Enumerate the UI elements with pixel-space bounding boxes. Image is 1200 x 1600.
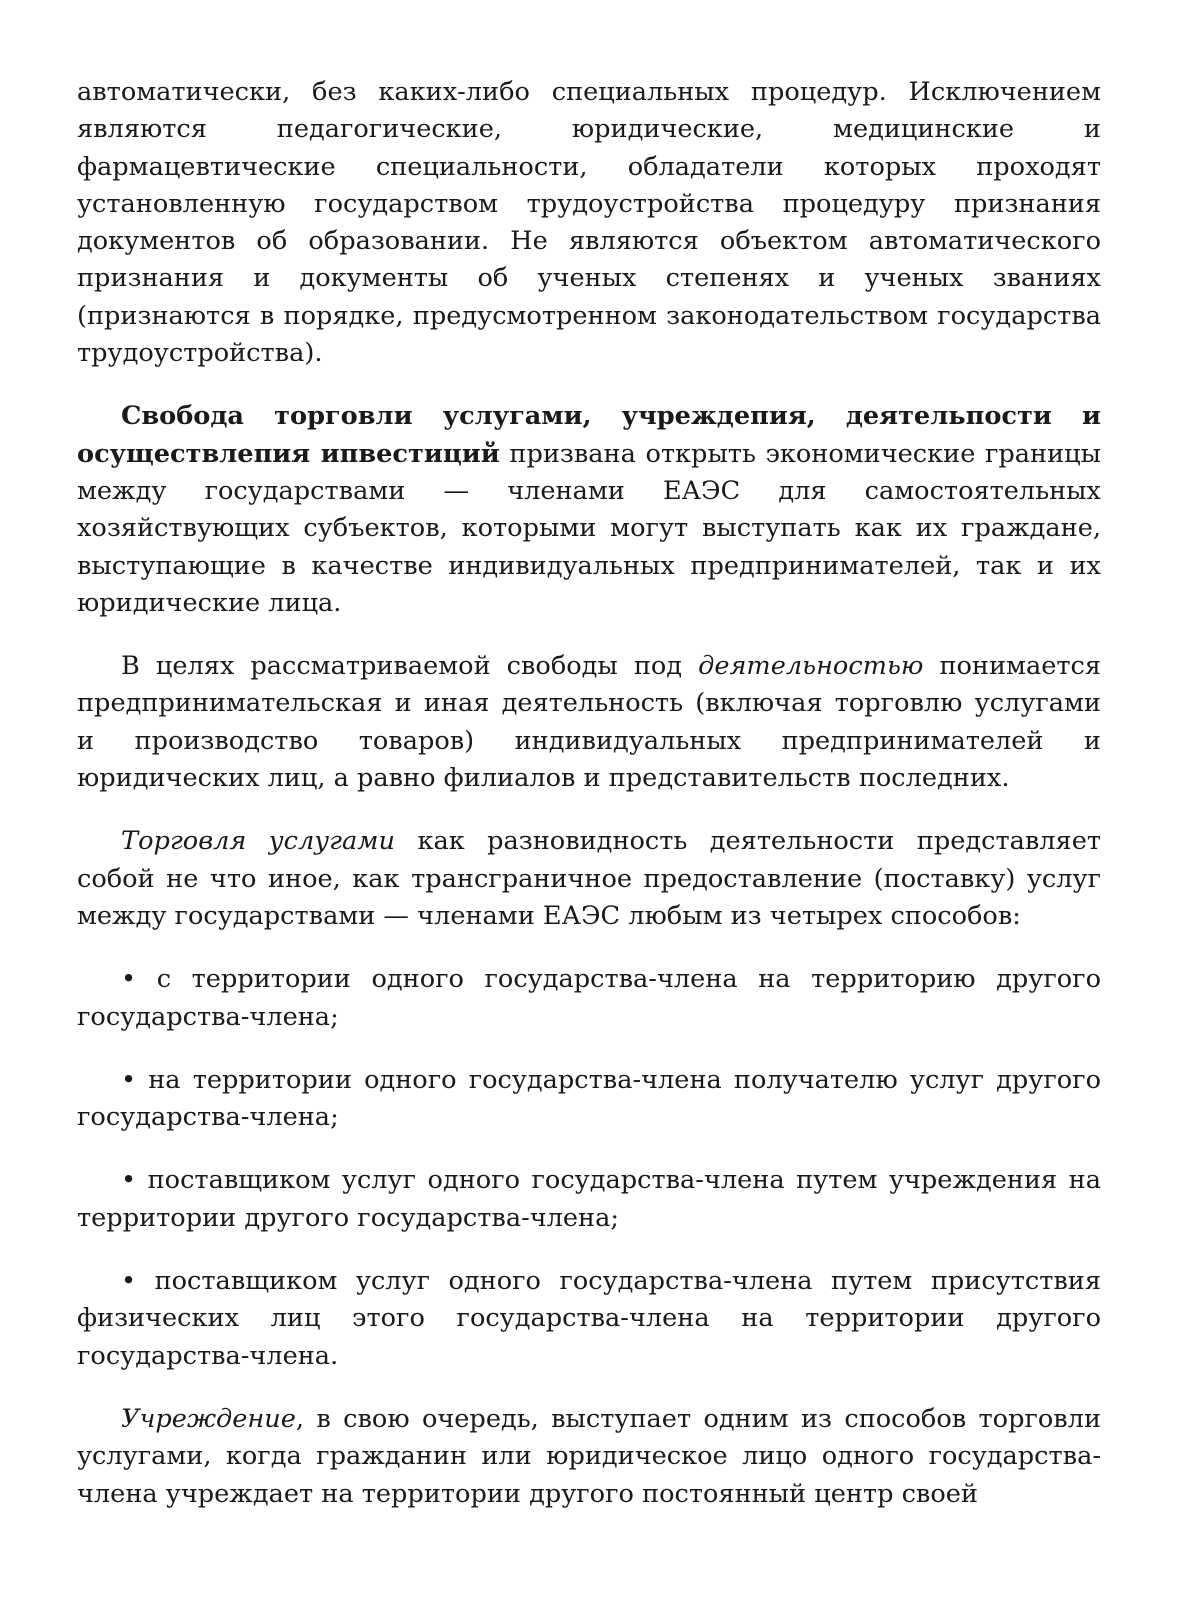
- italic-term-establishment: Учреждение: [121, 1403, 296, 1434]
- paragraph-activity-definition: [77, 648, 1101, 797]
- italic-term-trade-in-services: Торговля услугами: [121, 826, 396, 857]
- paragraph-text: , в свою очередь, выступает одним из способов торговли услугами, когда гражданин или юридическое лицо одного государства-члена учреждает на территории другого постоянный центр своей: [77, 1403, 1101, 1509]
- list-item: • поставщиком услуг одного государства-члена путем учреждения на территории другого государства-члена;: [77, 1165, 1101, 1233]
- paragraph-text: призвана открыть экономические границы между государствами — членами ЕАЭС для самостоятельных хозяйствующих субъектов, которыми могут выступать как их граждане, выступающие в качестве индивидуальных предпринимателей, так и их юридические лица.: [77, 438, 1101, 618]
- list-item: • поставщиком услуг одного государства-члена путем присутствия физических лиц этого государства-члена на территории другого государства-члена.: [77, 1266, 1101, 1371]
- italic-term-activity: деятельностью: [698, 651, 924, 682]
- paragraph-trade-in-services: [77, 823, 1101, 935]
- paragraph-text: понимается предпринимательская и иная деятельность (включая торговлю услугами и производство товаров) индивидуальных предпринимателей и юридических лиц, а равно филиалов и представительств последних.: [77, 651, 1101, 794]
- paragraph-recognition-exceptions: автоматически, без каких-либо специальных процедур. Исключением являются педагогические, юридические, медицинские и фармацевтические специальности, обладатели которых проходят установленную государством трудоустройства процедуру признания документов об образовании. Не являются объектом автоматического признания и документы об ученых степенях и ученых званиях (признаются в порядке, предусмотренном законодательством государства трудоустройства).: [77, 77, 1101, 369]
- bold-term-freedom: Свобода торговли услугами, учреждепия, деятельпости и осуществлепия ипвестиций: [77, 401, 1101, 469]
- document-page: [77, 74, 1101, 1513]
- paragraph-freedom-of-services: [77, 398, 1101, 622]
- paragraph-text: как разновидность деятельности представляет собой не что иное, как трансграничное предоставление (поставку) услуг между государствами — членами ЕАЭС любым из четырех способов:: [77, 826, 1101, 931]
- list-item: • на территории одного государства-члена получателю услуг другого государства-члена;: [77, 1064, 1101, 1133]
- paragraph-text: В целях рассматриваемой свободы под: [121, 651, 699, 682]
- paragraph-establishment: [77, 1401, 1101, 1513]
- list-item: • с территории одного государства-члена на территорию другого государства-члена;: [77, 964, 1101, 1032]
